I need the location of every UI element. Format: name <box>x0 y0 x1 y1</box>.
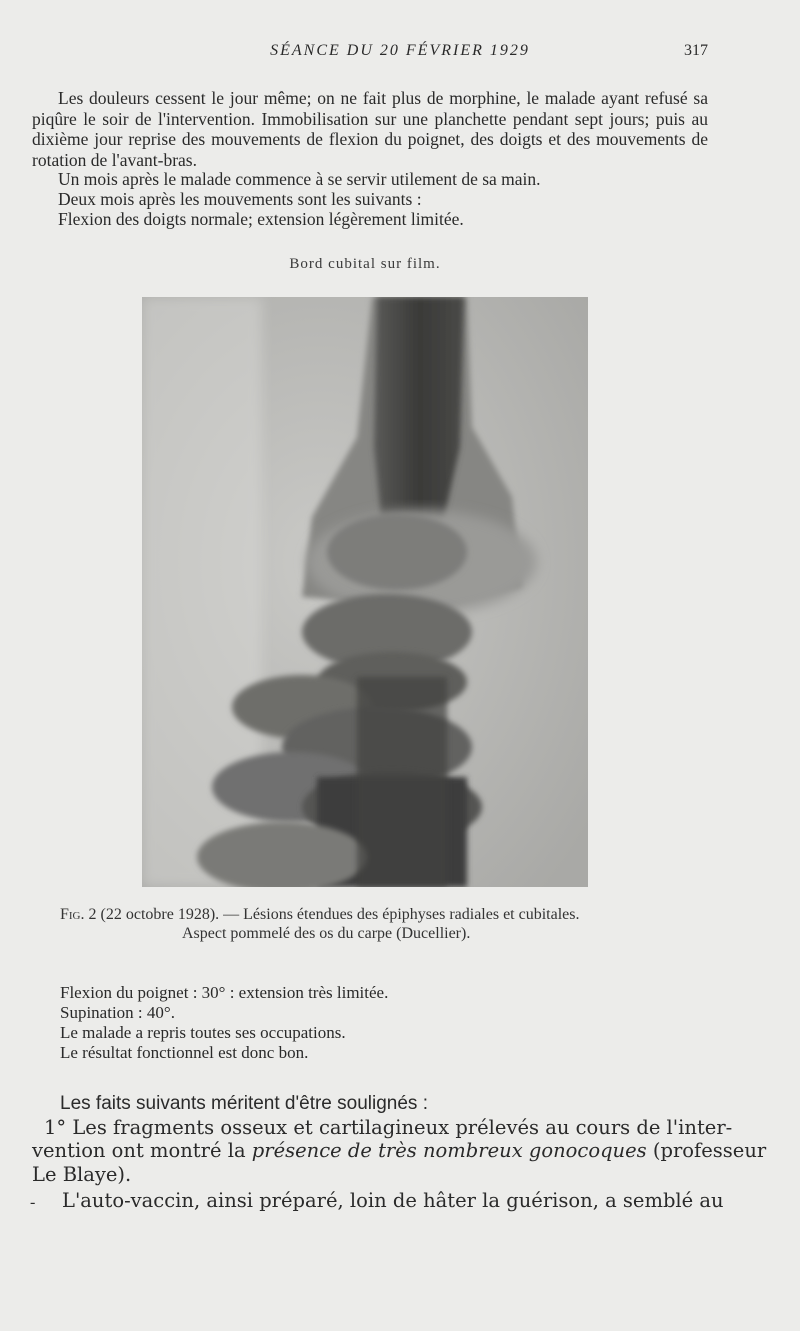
paragraph-postoperative: Les douleurs cessent le jour même; on ne fait plus de morphine, le malade ayant refusé sa piqûre le soir de l'intervention. Immobilisation sur une planchette pendant sept jours; puis au dixième jour reprise des mouvements de flexion du poignet, des doigts et des mouvements de rotation de l'avant-bras. <box>32 88 708 170</box>
conclusion-point-1-line-3: Le Blaye). <box>32 1163 132 1186</box>
caption-line-2: Aspect pommelé des os du carpe (Ducellier). <box>182 925 471 942</box>
film-label: Bord cubital sur film. <box>289 256 441 272</box>
xray-image <box>142 297 588 887</box>
result-supination: Supination : 40°. <box>60 1003 175 1022</box>
text-line-two-months: Deux mois après les mouvements sont les suivants : <box>58 189 422 209</box>
result-functional: Le résultat fonctionnel est donc bon. <box>60 1043 309 1062</box>
conclusion-intro: Les faits suivants méritent d'être soulignés : <box>60 1093 428 1114</box>
result-occupations: Le malade a repris toutes ses occupations. <box>60 1023 346 1042</box>
caption-line-1: 2 (22 octobre 1928). — Lésions étendues des épiphyses radiales et cubitales. <box>88 906 580 923</box>
margin-mark: - <box>30 1194 36 1211</box>
figure-label: Fig. <box>60 906 85 923</box>
text-run: vention ont montré la <box>32 1139 252 1162</box>
page-header <box>0 42 800 66</box>
text-run: (professeur <box>646 1139 767 1162</box>
conclusion-point-1-line-2 <box>32 1139 766 1162</box>
page-number: 317 <box>684 42 708 59</box>
text-line-finger-flexion: Flexion des doigts normale; extension légèrement limitée. <box>58 209 464 229</box>
figure-caption <box>60 905 712 943</box>
conclusion-point-1: 1° Les fragments osseux et cartilagineux prélevés au cours de l'inter- <box>44 1116 733 1139</box>
result-wrist-flexion: Flexion du poignet : 30° : extension très limitée. <box>60 983 389 1002</box>
conclusion-point-2: L'auto-vaccin, ainsi préparé, loin de hâter la guérison, a semblé au <box>62 1189 724 1212</box>
italic-emphasis: présence de très nombreux gonocoques <box>251 1139 647 1162</box>
text-line-one-month: Un mois après le malade commence à se servir utilement de sa main. <box>58 169 541 189</box>
running-head: SÉANCE DU 20 FÉVRIER 1929 <box>270 42 530 59</box>
